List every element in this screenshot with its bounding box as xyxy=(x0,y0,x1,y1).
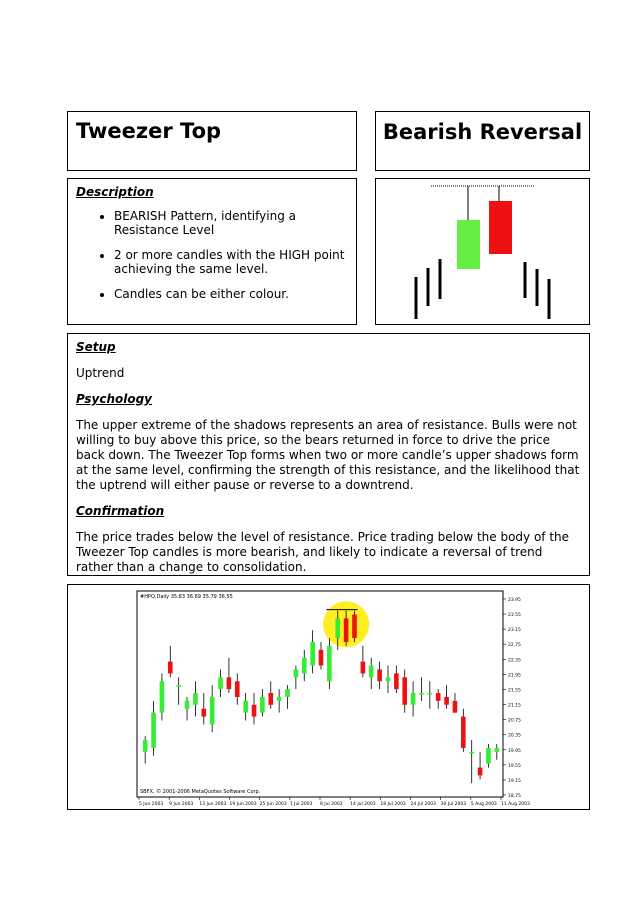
bear-candle xyxy=(377,669,382,681)
confirmation-text: The price trades below the level of resistance. Price trading below the body of the Tweezer Top candles is more bearish, and likely to indicate a reversal of trend rather than a change to consolidation. xyxy=(76,530,570,574)
psychology-heading: Psychology xyxy=(76,392,153,406)
psychology-text: The upper extreme of the shadows represents an area of resistance. Bulls were not willing to buy above this price, so the bears returned in force to drive the price back down. The Tweezer Top forms when two or more candle’s upper shadows form at the same level, confirming the strength of this resistance, and the likelihood that the uptrend will either pause or reverse to a downtrend. xyxy=(76,418,580,492)
category-box xyxy=(375,111,590,171)
description-heading: Description xyxy=(76,185,154,199)
bull-candle xyxy=(294,669,299,677)
page-title: Tweezer Top xyxy=(76,119,222,143)
x-tick-label: 25 Jun 2003 xyxy=(259,802,287,807)
x-tick-label: 30 Jul 2003 xyxy=(440,802,467,807)
bear-candle xyxy=(394,673,399,689)
setup-text: Uptrend xyxy=(76,366,125,380)
y-tick-label: 22.35 xyxy=(508,658,521,664)
chart-title: #HPQ,Daily 35.83 36.69 35.79 36.55 xyxy=(140,594,233,600)
bear-candle xyxy=(201,709,206,717)
bull-candle xyxy=(185,701,190,709)
y-tick-label: 19.95 xyxy=(508,748,521,754)
bull-candle xyxy=(160,681,165,712)
pattern-category: Bearish Reversal xyxy=(382,120,583,144)
bull-candle xyxy=(486,748,491,764)
details-box xyxy=(67,333,590,576)
bull-candle xyxy=(310,642,315,666)
pattern-illustration xyxy=(375,178,590,325)
description-bullet: • 2 or more candles with the HIGH point achieving the same level. xyxy=(114,248,354,276)
x-tick-label: 8 Jul 2003 xyxy=(320,802,343,807)
bear-candle xyxy=(402,677,407,704)
chart-footer: SBFX, © 2001-2006 MetaQuotes Software Corp. xyxy=(140,789,261,795)
bear-candle xyxy=(252,705,257,717)
x-tick-label: 24 Jul 2003 xyxy=(410,802,436,807)
setup-heading: Setup xyxy=(76,340,116,354)
chart-box xyxy=(67,584,590,810)
bull-candle xyxy=(327,646,332,681)
bull-candle xyxy=(243,701,248,713)
bull-candle xyxy=(419,693,424,695)
bear-candle xyxy=(478,768,483,776)
bull-candle xyxy=(428,693,433,695)
x-tick-label: 5 Jun 2003 xyxy=(139,802,164,807)
y-tick-label: 18.75 xyxy=(508,794,521,799)
bear-candle xyxy=(168,662,173,674)
bear-candle xyxy=(227,677,232,689)
y-tick-label: 21.15 xyxy=(508,703,521,709)
y-tick-label: 23.55 xyxy=(508,613,521,619)
x-tick-label: 5 Aug 2003 xyxy=(470,802,497,807)
bear-candle xyxy=(235,681,240,697)
bear-candle xyxy=(344,618,349,642)
bear-candle xyxy=(268,693,273,705)
title-box xyxy=(67,111,357,171)
x-tick-label: 19 Jun 2003 xyxy=(229,802,257,807)
bull-candle xyxy=(369,666,374,678)
y-tick-label: 20.75 xyxy=(508,718,521,724)
bull-candle xyxy=(411,693,416,705)
y-tick-label: 19.15 xyxy=(508,778,521,784)
bull-candle xyxy=(218,677,223,689)
bull-candle xyxy=(143,740,148,752)
y-tick-label: 21.55 xyxy=(508,688,521,694)
bear-candle xyxy=(352,615,357,639)
bull-candle xyxy=(277,697,282,701)
bull-candle xyxy=(193,693,198,705)
y-tick-label: 19.55 xyxy=(508,763,521,769)
bull-candle xyxy=(302,658,307,674)
plot-area xyxy=(137,591,503,797)
confirmation-heading: Confirmation xyxy=(76,504,165,518)
candlestick-chart xyxy=(68,585,591,811)
x-tick-label: 9 Jun 2003 xyxy=(169,802,194,807)
bull-candle xyxy=(151,713,156,748)
bull-candle xyxy=(210,697,215,724)
x-tick-label: 11 Aug 2003 xyxy=(501,802,530,807)
tweezer-diagram xyxy=(376,179,591,326)
bear-candle xyxy=(444,697,449,705)
bull-candle xyxy=(260,697,265,713)
bull-candle xyxy=(386,677,391,681)
bear-candle xyxy=(436,693,441,701)
bear-candle xyxy=(361,662,366,674)
bear-candle-body xyxy=(489,201,512,254)
y-tick-label: 23.15 xyxy=(508,628,521,634)
bull-candle xyxy=(176,685,181,687)
bear-candle xyxy=(453,701,458,713)
x-tick-label: 1 Jul 2003 xyxy=(289,802,313,807)
bear-candle xyxy=(461,717,466,748)
x-tick-label: 18 Jul 2003 xyxy=(380,802,406,807)
y-tick-label: 22.75 xyxy=(508,643,521,649)
description-box xyxy=(67,178,357,325)
x-tick-label: 13 Jun 2003 xyxy=(199,802,227,807)
description-list xyxy=(76,209,354,312)
x-tick-label: 14 Jul 2003 xyxy=(350,802,376,807)
bull-candle xyxy=(335,618,340,638)
bull-candle-body xyxy=(457,220,480,269)
description-bullet: • BEARISH Pattern, identifying a Resistance Level xyxy=(114,209,354,237)
y-tick-label: 20.35 xyxy=(508,733,521,739)
bull-candle xyxy=(285,689,290,697)
y-tick-label: 23.95 xyxy=(508,598,521,603)
bull-candle xyxy=(495,748,500,752)
description-bullet: • Candles can be either colour. xyxy=(114,287,354,301)
bull-candle xyxy=(469,752,474,754)
y-tick-label: 21.95 xyxy=(508,673,521,679)
bear-candle xyxy=(319,650,324,666)
